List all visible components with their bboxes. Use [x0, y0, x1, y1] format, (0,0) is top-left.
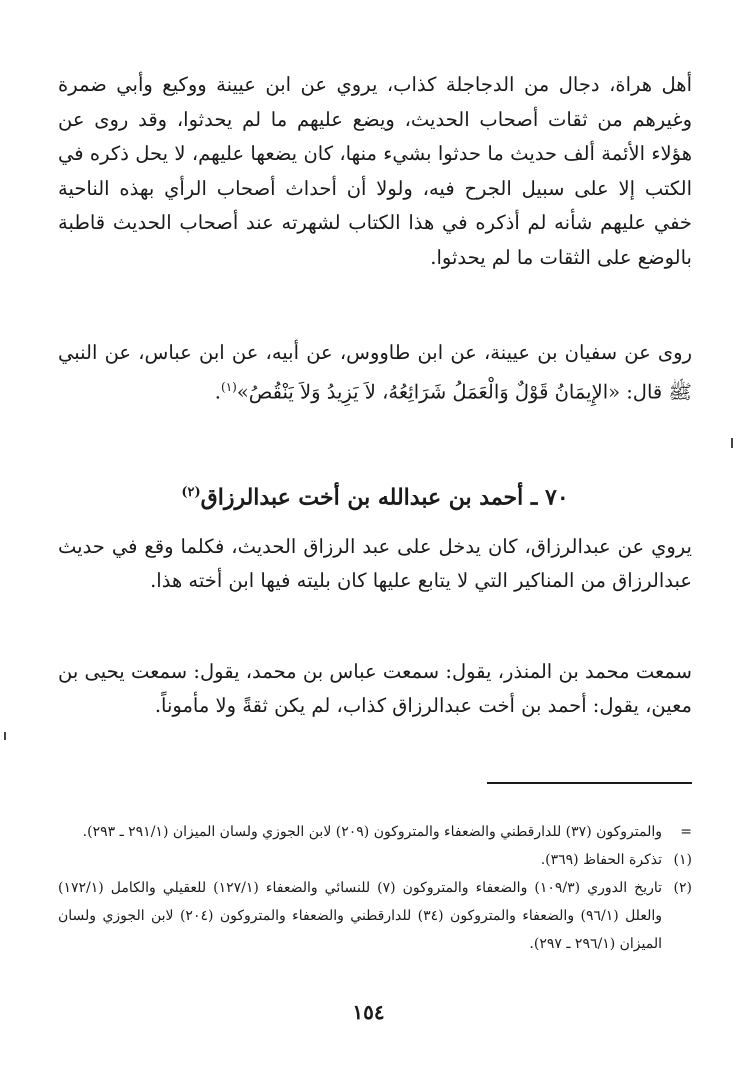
scan-edge-mark-right [731, 438, 733, 448]
footnotes-section [58, 818, 692, 958]
footnote-1 [58, 846, 692, 874]
footnote-separator [487, 782, 692, 784]
paragraph-1 [58, 68, 692, 275]
footnote-marker: (١) [673, 852, 692, 868]
page-number: ١٥٤ [352, 1000, 385, 1024]
entry-heading-text: ٧٠ ـ أحمد بن عبدالله بن أخت عبدالرزاق [200, 484, 569, 511]
paragraph-3 [58, 530, 692, 598]
paragraph-2-body [58, 336, 692, 410]
paragraph-2-text: روى عن سفيان بن عيينة، عن ابن طاووس، عن أبيه، عن ابن عباس، عن النبي ﷺ قال: «الإِيمَانُ قَوْلٌ وَالْعَمَلُ شَرَائِعُهُ، لاَ يَزِيدُ وَلاَ يَنْقُصُ» [58, 341, 692, 404]
footnote-continuation [58, 818, 692, 846]
footnote-2 [58, 874, 692, 958]
footnote-ref-2: (٢) [181, 485, 201, 500]
footnote-marker: = [680, 824, 692, 840]
footnote-ref-1: (١) [221, 380, 237, 394]
scan-edge-mark-left [4, 732, 6, 740]
footnote-text: تاريخ الدوري (١٠٩/٣) والضعفاء والمتروكون (٧) للنسائي والضعفاء (١٢٧/١) للعقيلي والكامل (١٧٢/١) والعلل (٩٦/١) والضعفاء والمتروكون (٣٤) للدارقطني والضعفاء والمتروكون (٢٠٤) لابن الجوزي ولسان الميزان (٢٩٦/١ ـ ٢٩٧). [58, 880, 663, 952]
paragraph-2 [58, 336, 692, 410]
entry-heading [58, 476, 692, 514]
paragraph-3-text: يروي عن عبدالرزاق، كان يدخل على عبد الرزاق الحديث، فكلما وقع في حديث عبدالرزاق من المناكير التي لا يتابع عليها كان بليته فيها ابن أخته هذا. [58, 535, 692, 592]
footnote-marker: (٢) [673, 880, 692, 896]
paragraph-1-text: أهل هراة، دجال من الدجاجلة كذاب، يروي عن ابن عيينة ووكيع وأبي ضمرة وغيرهم من ثقات أصحاب الحديث، ويضع عليهم ما لم يحدثوا، وقد روى عن هؤلاء الأئمة ألف حديث ما حدثوا بشيء منها، كان يضعها عليهم، لا يحل ذكره في الكتب إلا على سبيل الجرح فيه، ولولا أن أحداث أصحاب الرأي بهذه الناحية خفي عليهم شأنه لم أذكره في هذا الكتاب لشهرته عند أصحاب الحديث قاطبة بالوضع على الثقات ما لم يحدثوا. [58, 73, 692, 269]
paragraph-2-end: . [214, 380, 221, 404]
footnote-text: تذكرة الحفاظ (٣٦٩). [540, 852, 662, 868]
paragraph-4-text: سمعت محمد بن المنذر، يقول: سمعت عباس بن محمد، يقول: سمعت يحيى بن معين، يقول: أحمد بن أخت عبدالرزاق كذاب، لم يكن ثقةً ولا مأموناً. [58, 660, 692, 717]
paragraph-4 [58, 655, 692, 723]
footnote-text: والمتروكون (٣٧) للدارقطني والضعفاء والمتروكون (٢٠٩) لابن الجوزي ولسان الميزان (٢٩١/١ ـ ٢٩٣). [82, 824, 662, 840]
